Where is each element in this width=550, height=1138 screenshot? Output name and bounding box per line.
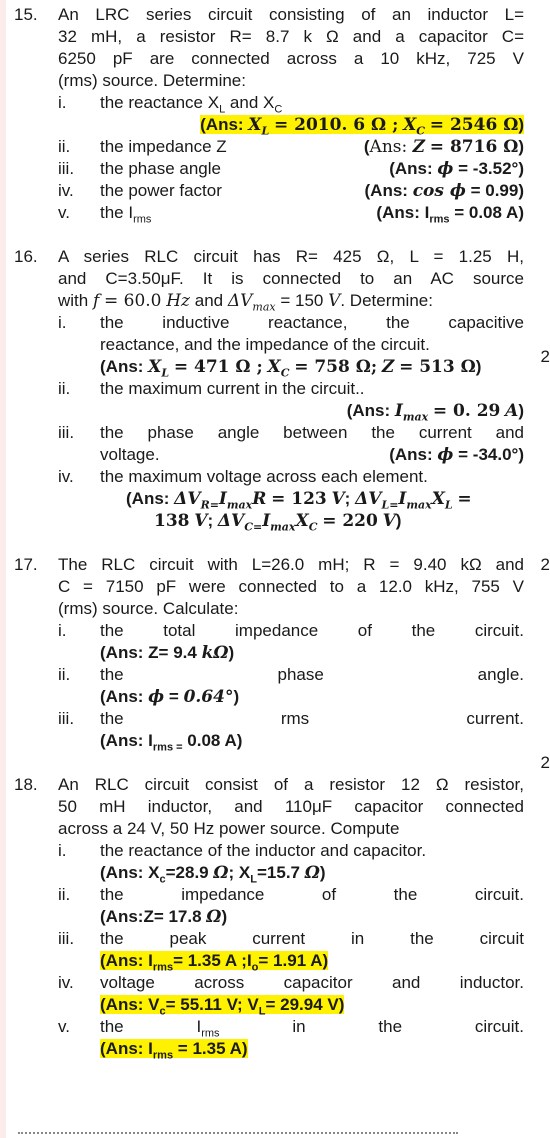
question-text: and C=3.50μF. It is connected to an AC source bbox=[58, 269, 524, 288]
margin-mark: 2 bbox=[540, 555, 550, 574]
item-number: i. bbox=[58, 621, 67, 640]
margin-mark: 2 bbox=[540, 753, 550, 772]
item-number: iii. bbox=[58, 423, 75, 442]
document-page bbox=[14, 4, 550, 1076]
question-text: 50 mH inductor, and 110μF capacitor connected bbox=[58, 797, 524, 816]
answer: (Ans: $I_{rms} = 0.08$ A) bbox=[376, 203, 524, 226]
question-text: across a 24 V, 50 Hz power source. Compute bbox=[58, 819, 400, 838]
sub-item bbox=[58, 884, 542, 928]
item-text: voltage across capacitor and inductor. bbox=[100, 973, 524, 992]
question-text: The RLC circuit with L=26.0 mH; R = 9.40 kΩ and bbox=[58, 555, 524, 574]
item-text: the total impedance of the circuit. bbox=[100, 621, 524, 640]
answer: (Ans: ϕ = -34.0°) bbox=[389, 445, 524, 465]
answer: (Ans: $X_L = 471$ Ω ; $X_C = 758$ Ω; Z = 513 Ω) bbox=[100, 357, 482, 380]
page-edge bbox=[0, 0, 6, 1138]
answer: (Ans: $I_{rms}= 1.35$ A $;I_o= 1.91$ A) bbox=[100, 951, 329, 974]
sub-item bbox=[58, 708, 542, 752]
sub-item bbox=[58, 92, 542, 114]
answer: (Ans: $I_{rms} = 1.35$ A) bbox=[100, 1039, 248, 1062]
sub-item bbox=[58, 312, 542, 378]
item-number: v. bbox=[58, 203, 70, 222]
sub-item bbox=[58, 928, 542, 972]
question-text: 32 mH, a resistor R= 8.7 k Ω and a capacitor C= bbox=[58, 27, 524, 46]
answer: (Ans: $X_c=28.9$ Ω; $X_L=15.7$ Ω) bbox=[100, 863, 326, 886]
question-17 bbox=[14, 554, 550, 772]
cut-off-next-line bbox=[14, 1128, 542, 1138]
question-number: 18. bbox=[14, 775, 38, 794]
item-text: voltage. bbox=[100, 445, 160, 464]
item-text: the reactance $X_L$ and $X_C$ bbox=[100, 93, 283, 116]
item-text: the peak current in the circuit bbox=[100, 929, 524, 948]
item-number: iv. bbox=[58, 467, 74, 486]
answer: (Ans: $I_{max} = 0$. 29 A) bbox=[346, 401, 524, 424]
item-text: the phase angle between the current and bbox=[100, 423, 524, 442]
answer: (Ans: Z = 8716 Ω) bbox=[363, 137, 524, 157]
answer: (Ans:Z= 17.8 Ω) bbox=[100, 907, 228, 927]
question-text: C = 7150 pF were connected to a 12.0 kHz, 755 V bbox=[58, 577, 524, 596]
item-number: ii. bbox=[58, 665, 71, 684]
question-text: An RLC circuit consist of a resistor 12 Ω resistor, bbox=[58, 775, 524, 794]
sub-item bbox=[58, 158, 542, 180]
item-text: the power factor bbox=[100, 181, 222, 200]
item-number: i. bbox=[58, 313, 67, 332]
item-number: iii. bbox=[58, 159, 75, 178]
question-text: A series RLC circuit has R= 425 Ω, L = 1.25 H, bbox=[58, 247, 524, 266]
item-number: ii. bbox=[58, 885, 71, 904]
item-text: the rms current. bbox=[100, 709, 524, 728]
item-text: the maximum voltage across each element. bbox=[100, 467, 428, 486]
item-number: i. bbox=[58, 841, 67, 860]
item-number: i. bbox=[58, 93, 67, 112]
item-number: iii. bbox=[58, 709, 75, 728]
answer: (Ans: ϕ = 0.64°) bbox=[100, 687, 240, 707]
item-text: reactance, and the impedance of the circuit. bbox=[100, 335, 430, 354]
sub-item bbox=[58, 378, 542, 422]
question-text: An LRC series circuit consisting of an inductor L= bbox=[58, 5, 524, 24]
answer: (Ans: Z= 9.4 kΩ) bbox=[100, 643, 235, 663]
item-text: the phase angle. bbox=[100, 665, 524, 684]
question-18 bbox=[14, 774, 542, 1060]
item-number: iii. bbox=[58, 929, 75, 948]
question-16 bbox=[14, 246, 550, 534]
sub-item bbox=[58, 422, 542, 466]
answer: (Ans: cos ϕ = 0.99) bbox=[364, 181, 524, 201]
sub-item bbox=[58, 180, 542, 202]
question-number: 17. bbox=[14, 555, 38, 574]
item-number: ii. bbox=[58, 379, 71, 398]
item-text: the maximum current in the circuit.. bbox=[100, 379, 365, 398]
item-text: the impedance Z bbox=[100, 137, 227, 156]
sub-item bbox=[58, 202, 542, 224]
question-text: (rms) source. Determine: bbox=[58, 71, 246, 90]
answer: 138 V; $\Delta V_{C=}I_{max}X_C = 220$ V) bbox=[154, 511, 402, 534]
item-text: the phase angle bbox=[100, 159, 221, 178]
question-number: 16. bbox=[14, 247, 38, 266]
item-number: iv. bbox=[58, 181, 74, 200]
sub-item bbox=[58, 972, 542, 1016]
item-text: the impedance of the circuit. bbox=[100, 885, 524, 904]
sub-item bbox=[58, 664, 542, 708]
sub-item bbox=[58, 1016, 542, 1060]
sub-item bbox=[58, 840, 542, 884]
answer: (Ans: $X_L = 2010$. 6 Ω ; $X_C = 2546$ Ω) bbox=[200, 115, 524, 138]
item-text: the $I_{rms}$ in the circuit. bbox=[100, 1017, 524, 1040]
answer: (Ans: $I_{rms =}$ 0.08 A) bbox=[100, 731, 243, 754]
question-15 bbox=[14, 4, 542, 224]
question-number: 15. bbox=[14, 5, 38, 24]
question-text: 6250 pF are connected across a 10 kHz, 725 V bbox=[58, 49, 524, 68]
item-text: the $I_{rms}$ bbox=[100, 203, 152, 226]
item-text: the reactance of the inductor and capacitor. bbox=[100, 841, 427, 860]
sub-item bbox=[58, 136, 542, 158]
item-number: ii. bbox=[58, 137, 71, 156]
answer: (Ans: ϕ = -3.52°) bbox=[389, 159, 524, 179]
sub-item bbox=[58, 620, 542, 664]
answer: (Ans: $V_c= 55.11$ V; $V_L= 29.94$ V) bbox=[100, 995, 345, 1018]
item-text: the inductive reactance, the capacitive bbox=[100, 313, 524, 332]
question-text: with f = 60.0 Hz and $\Delta V_{max} = 150$ V. Determine: bbox=[58, 291, 433, 314]
margin-mark: 2 bbox=[540, 347, 550, 366]
item-number: iv. bbox=[58, 973, 74, 992]
item-number: v. bbox=[58, 1017, 70, 1036]
answer: (Ans: $\Delta V_{R=}I_{max}R = 123$ V; $\Delta V_{L=}I_{max}X_L$ = bbox=[126, 489, 472, 512]
question-text: (rms) source. Calculate: bbox=[58, 599, 239, 618]
sub-item bbox=[58, 466, 542, 488]
